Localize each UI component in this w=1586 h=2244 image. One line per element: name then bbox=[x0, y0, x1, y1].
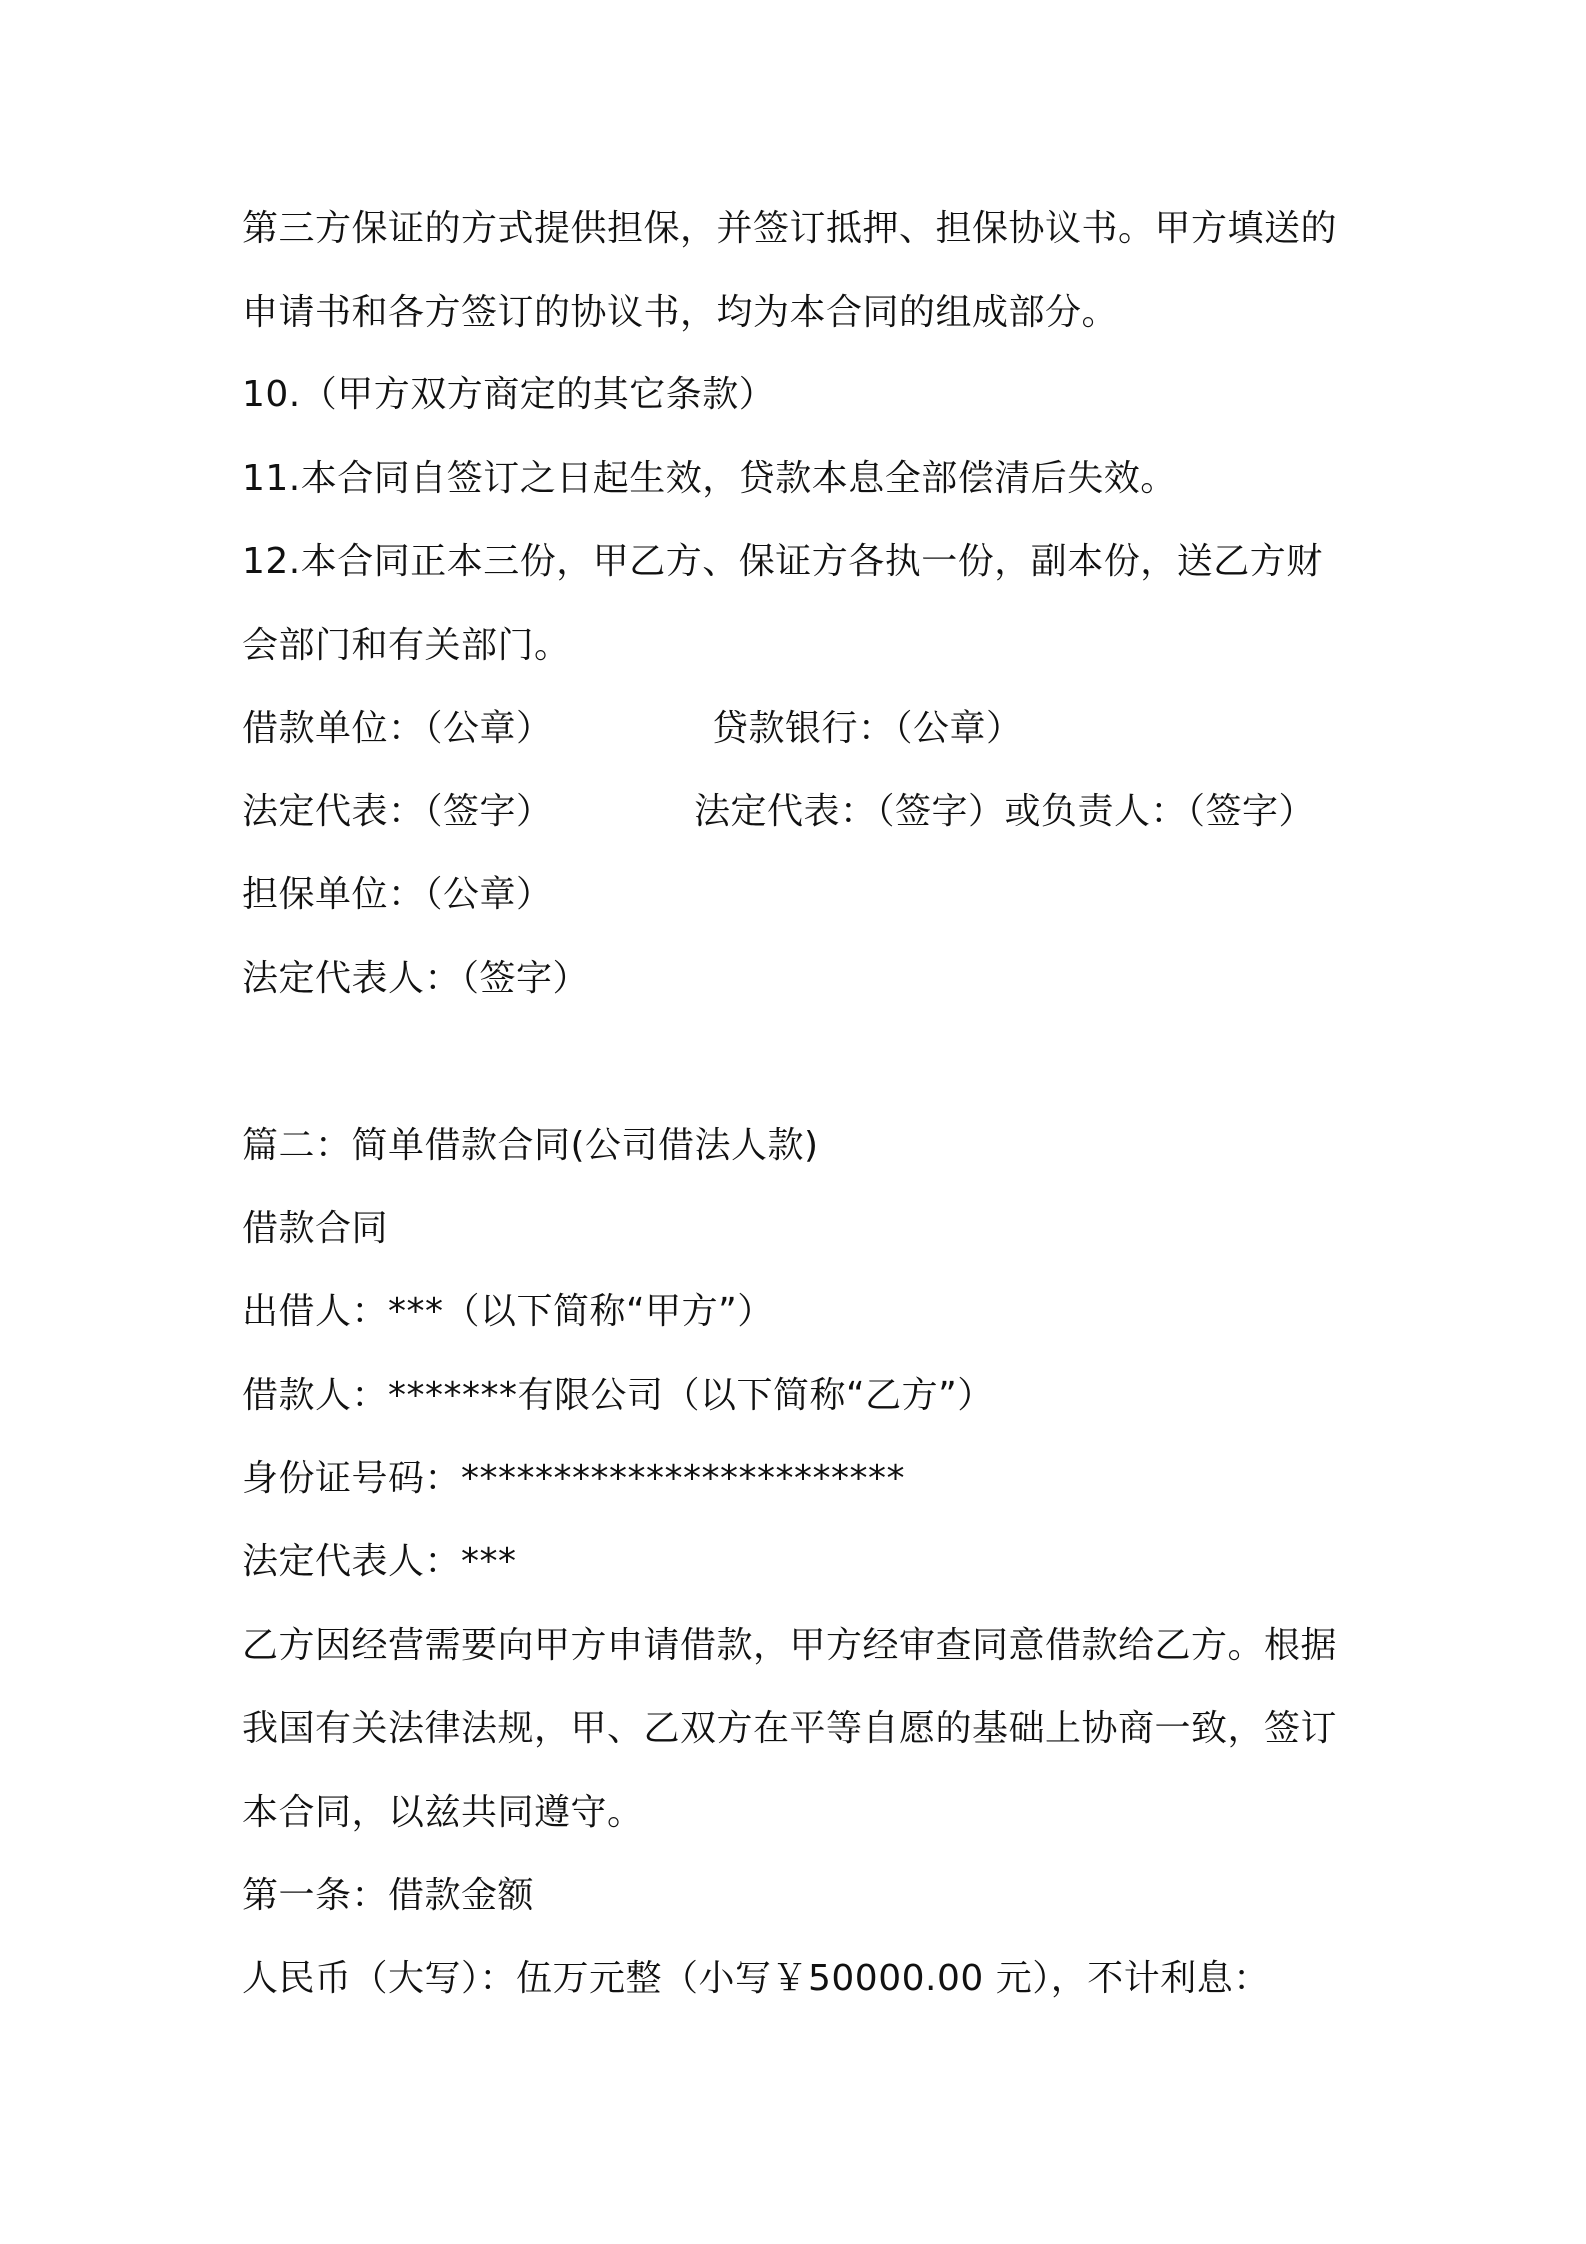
paragraph-continuation-line-1: 第三方保证的方式提供担保，并签订抵押、担保协议书。甲方填送的 bbox=[242, 208, 1338, 249]
intro-paragraph-line-2: 我国有关法律法规，甲、乙双方在平等自愿的基础上协商一致，签订 bbox=[242, 1708, 1338, 1749]
clause-12-line-1: 12.本合同正本三份，甲乙方、保证方各执一份，副本份，送乙方财 bbox=[242, 541, 1323, 582]
contract-title: 借款合同 bbox=[242, 1208, 389, 1249]
lender-bank-seal: 贷款银行：（公章） bbox=[712, 708, 1023, 749]
intro-paragraph-line-3: 本合同，以兹共同遵守。 bbox=[242, 1792, 644, 1833]
lender-line: 出借人：***（以下简称“甲方”） bbox=[242, 1291, 774, 1332]
paragraph-continuation-line-2: 申请书和各方签订的协议书，均为本合同的组成部分。 bbox=[242, 292, 1119, 333]
legal-rep-right-signature: 法定代表：（签字）或负责人：（签字） bbox=[694, 791, 1316, 832]
legal-rep-line: 法定代表人：*** bbox=[242, 1541, 517, 1582]
legal-rep-left-signature: 法定代表：（签字） bbox=[242, 791, 553, 832]
guarantor-unit-seal: 担保单位：（公章） bbox=[242, 874, 553, 915]
clause-12-line-2: 会部门和有关部门。 bbox=[242, 625, 571, 666]
id-number-line: 身份证号码：************************ bbox=[242, 1458, 906, 1499]
borrower-unit-seal: 借款单位：（公章） bbox=[242, 708, 553, 749]
section-heading: 篇二：简单借款合同(公司借法人款) bbox=[242, 1125, 819, 1166]
loan-amount-line: 人民币（大写）：伍万元整（小写￥50000.00 元），不计利息： bbox=[242, 1958, 1270, 1999]
intro-paragraph-line-1: 乙方因经营需要向甲方申请借款，甲方经审查同意借款给乙方。根据 bbox=[242, 1625, 1338, 1666]
clause-10: 10.（甲方双方商定的其它条款） bbox=[242, 374, 776, 415]
article-1-heading: 第一条：借款金额 bbox=[242, 1875, 535, 1916]
borrower-line: 借款人：*******有限公司（以下简称“乙方”） bbox=[242, 1375, 994, 1416]
clause-11: 11.本合同自签订之日起生效，贷款本息全部偿清后失效。 bbox=[242, 458, 1177, 499]
guarantor-rep-signature: 法定代表人：（签字） bbox=[242, 958, 590, 999]
